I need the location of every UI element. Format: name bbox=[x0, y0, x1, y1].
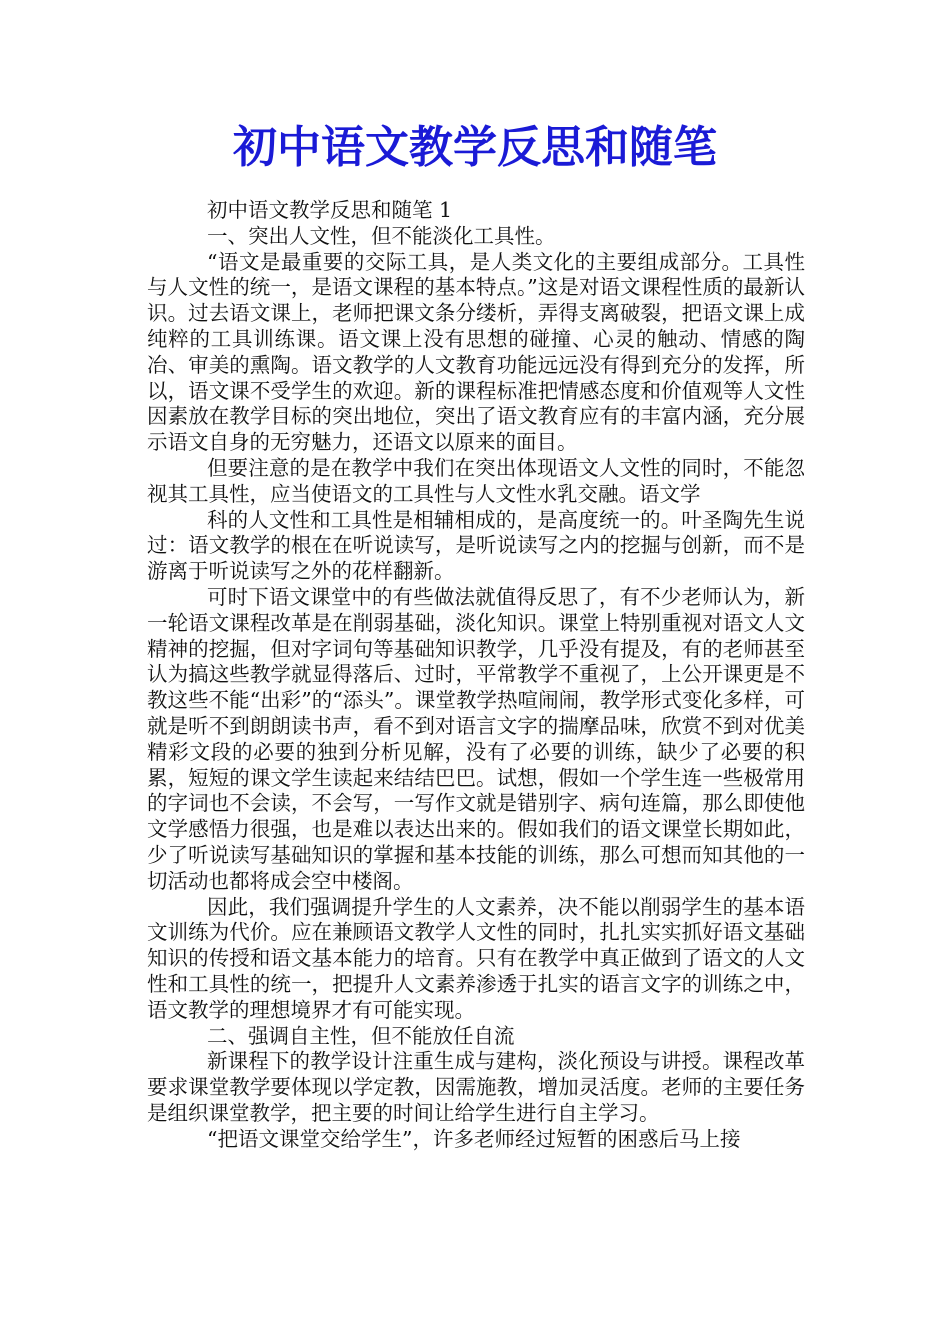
paragraph: “语文是最重要的交际工具，是人类文化的主要组成部分。工具性与人文性的统一，是语文课程的基本特点。”这是对语文课程性质的最新认识。过去语文课上，老师把课文条分缕析，弄得支离破裂，把语文课上成纯粹的工具训练课。语文课上没有思想的碰撞、心灵的触动、情感的陶冶、审美的熏陶。语文教学的人文教育功能远远没有得到充分的发挥，所以，语文课不受学生的欢迎。新的课程标准把情感态度和价值观等人文性因素放在教学目标的突出地位，突出了语文教育应有的丰富内涵，充分展示语文自身的无穷魅力，还语文以原来的面目。 bbox=[147, 249, 805, 455]
paragraph-subtitle: 初中语文教学反思和随笔 1 bbox=[207, 198, 453, 222]
paragraph: “把语文课堂交给学生”，许多老师经过短暂的困惑后马上接 bbox=[207, 1126, 741, 1151]
paragraph: 新课程下的教学设计注重生成与建构，淡化预设与讲授。课程改革要求课堂教学要体现以学定教，因需施教，增加灵活度。老师的主要任务是组织课堂教学，把主要的时间让给学生进行自主学习。 bbox=[147, 1049, 805, 1125]
paragraph: 因此，我们强调提升学生的人文素养，决不能以削弱学生的基本语文训练为代价。应在兼顾语文教学人文性的同时，扎扎实实抓好语文基础知识的传授和语文基本能力的培育。只有在教学中真正做到了语文的人文性和工具性的统一，把提升人文素养渗透于扎实的语言文字的训练之中，语文教学的理想境界才有可能实现。 bbox=[147, 894, 805, 1022]
section-heading-2: 二、强调自主性，但不能放任自流 bbox=[207, 1023, 515, 1048]
document-body bbox=[147, 198, 805, 1152]
document-title: 初中语文教学反思和随笔 bbox=[233, 122, 717, 173]
paragraph: 可时下语文课堂中的有些做法就值得反思了，有不少老师认为，新一轮语文课程改革是在削弱基础，淡化知识。课堂上特别重视对语文人文精神的挖掘，但对字词句等基础知识教学，几乎没有提及，有的老师甚至认为搞这些教学就显得落后、过时，平常教学不重视了，上公开课更是不教这些不能“出彩”的“添头”。课堂教学热喧闹闹，教学形式变化多样，可就是听不到朗朗读书声，看不到对语言文字的揣摩品味，欣赏不到对优美精彩文段的必要的独到分析见解，没有了必要的训练，缺少了必要的积累，短短的课文学生读起来结结巴巴。试想，假如一个学生连一些极常用的字词也不会读，不会写，一写作文就是错别字、病句连篇，那么即使他文学感悟力很强，也是难以表达出来的。假如我们的语文课堂长期如此，少了听说读写基础知识的掌握和基本技能的训练，那么可想而知其他的一切活动也都将成会空中楼阁。 bbox=[147, 584, 805, 893]
paragraph: 但要注意的是在教学中我们在突出体现语文人文性的同时，不能忽视其工具性，应当使语文的工具性与人文性水乳交融。语文学 bbox=[147, 455, 805, 506]
paragraph: 科的人文性和工具性是相辅相成的，是高度统一的。叶圣陶先生说过：语文教学的根在在听说读写，是听说读写之内的挖掘与创新，而不是游离于听说读写之外的花样翻新。 bbox=[147, 507, 805, 584]
section-heading-1: 一、突出人文性，但不能淡化工具性。 bbox=[207, 223, 556, 248]
